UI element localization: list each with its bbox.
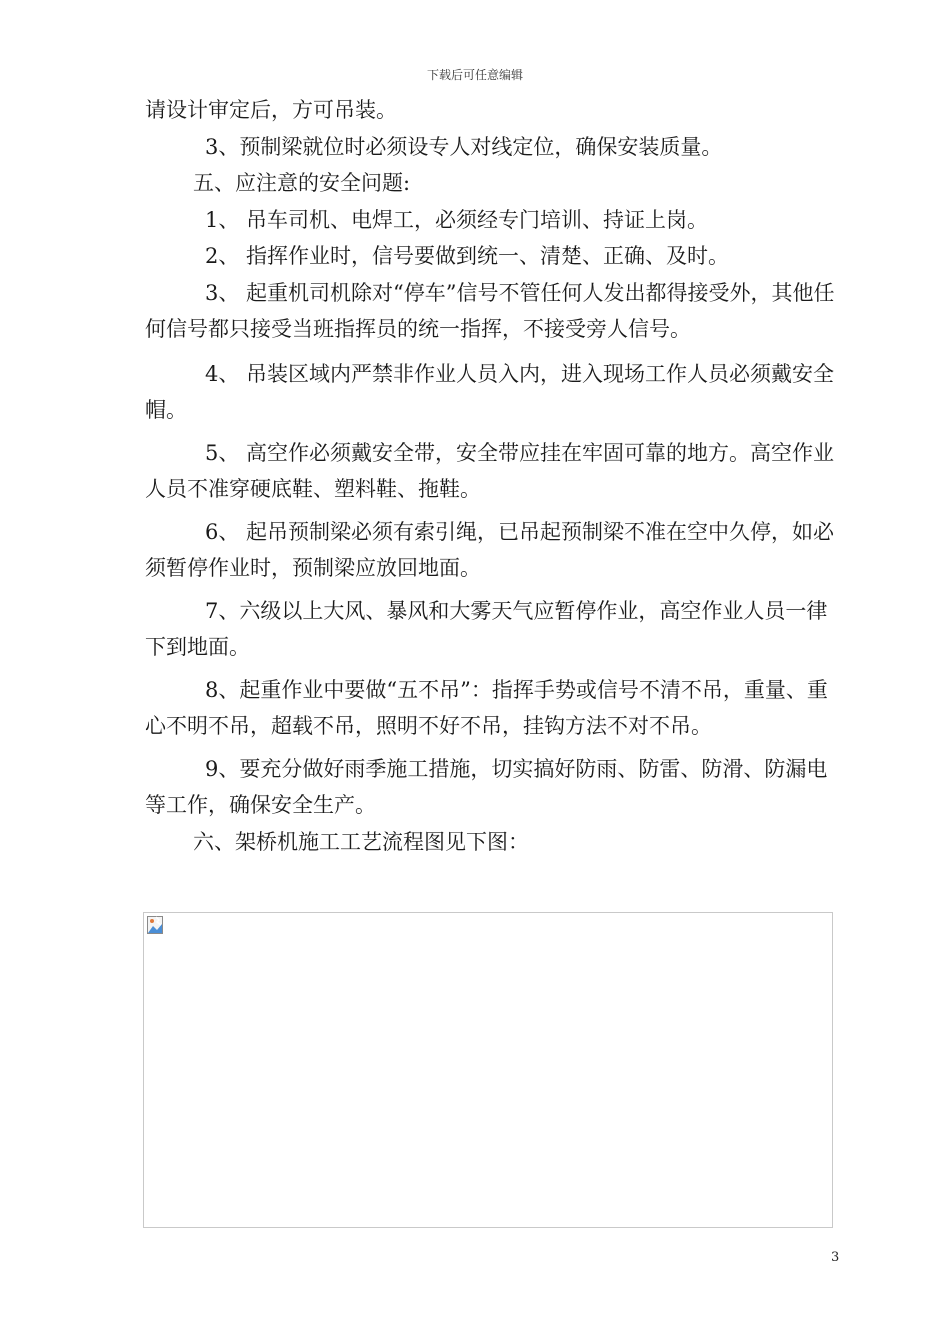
section-heading: 五、应注意的安全问题:	[193, 171, 411, 195]
list-item: 8、起重作业中要做“五不吊”：指挥手势或信号不清不吊，重量、重心不明不吊，超载不吊，照明不好不吊，挂钩方法不对不吊。	[145, 677, 828, 738]
document-body	[145, 92, 840, 860]
list-item: 7、六级以上大风、暴风和大雾天气应暂停作业，高空作业人员一律下到地面。	[145, 598, 828, 659]
list-item: 5、 高空作必须戴安全带，安全带应挂在牢固可靠的地方。高空作业人员不准穿硬底鞋、塑料鞋、拖鞋。	[145, 440, 835, 501]
flowchart-image-placeholder	[143, 912, 833, 1228]
page-number: 3	[831, 1250, 840, 1265]
list-item: 2、 指挥作业时，信号要做到统一、清楚、正确、及时。	[205, 244, 730, 268]
page-header: 下载后可任意编辑	[426, 68, 523, 82]
paragraph: 3、预制梁就位时必须设专人对线定位，确保安装质量。	[205, 134, 723, 159]
list-item: 1、 吊车司机、电焊工，必须经专门培训、持证上岗。	[205, 207, 709, 232]
broken-image-icon	[147, 916, 163, 934]
list-item: 3、 起重机司机除对“停车”信号不管任何人发出都得接受外，其他任何信号都只接受当班指挥员的统一指挥，不接受旁人信号。	[145, 280, 835, 341]
section-heading: 六、架桥机施工工艺流程图见下图：	[193, 829, 529, 854]
list-item: 6、 起吊预制梁必须有索引绳，已吊起预制梁不准在空中久停，如必须暂停作业时，预制梁应放回地面。	[145, 519, 835, 580]
paragraph: 请设计审定后，方可吊装。	[145, 98, 397, 122]
list-item: 4、 吊装区域内严禁非作业人员入内，进入现场工作人员必须戴安全帽。	[145, 361, 835, 422]
list-item: 9、要充分做好雨季施工措施，切实搞好防雨、防雷、防滑、防漏电等工作，确保安全生产。	[145, 756, 828, 817]
